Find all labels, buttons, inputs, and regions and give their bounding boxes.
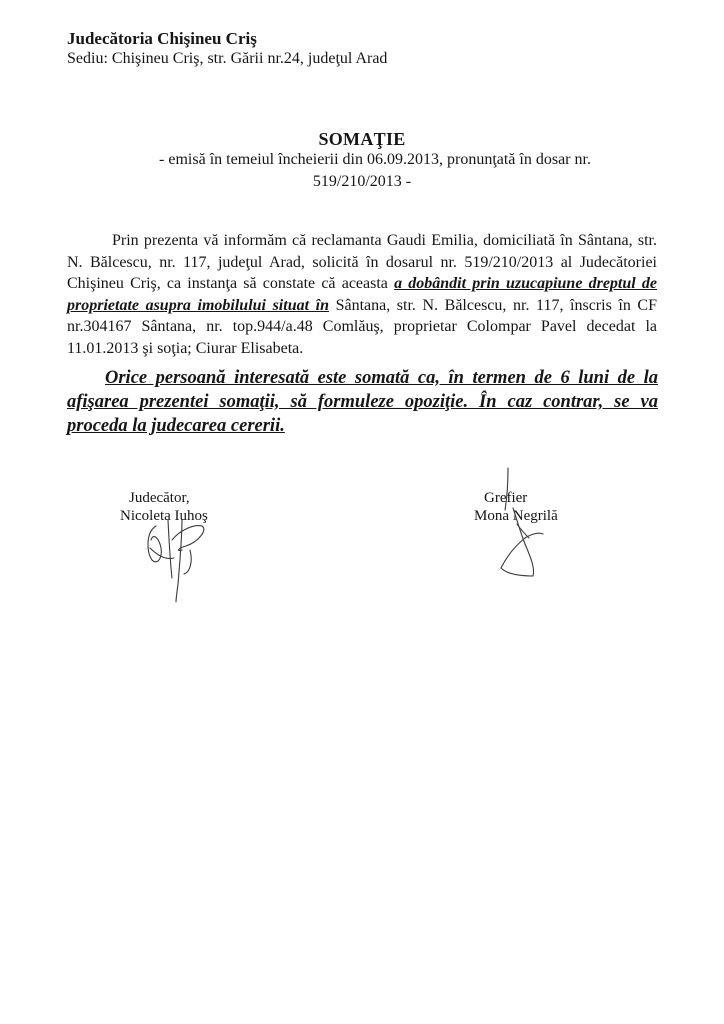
court-address: Sediu: Chişineu Criş, str. Gării nr.24, judeţul Arad [67,50,388,67]
document-title: SOMAŢIE [318,129,406,149]
judge-name: Nicoleta Iuhoş [120,508,208,524]
subtitle-line-2: 519/210/2013 - [312,173,412,190]
opposition-notice: Orice persoană interesată este somată ca, în termen de 6 luni de la afişarea prezentei somaţii, să formuleze opoziţie. În caz contrar, se va proceda la judecarea cererii. [67,368,658,436]
clerk-name: Mona Negrilă [474,508,558,524]
body-text-part-1: Prin prezenta vă informăm că reclamanta Gaudi Emilia, domiciliată în Sântana, str. N. Bălcescu, nr. 117, judeţul Arad, solicită în dosarul nr. 519/210/2013 al Judecătoriei Chişineu Criş, ca instanţa să constate că aceasta [67,232,657,293]
court-name: Judecătoria Chişineu Criş [67,29,257,48]
clerk-title: Grefier [484,490,528,506]
body-emphasis: a dobândit prin uzucapiune dreptul de proprietate asupra imobilului situat în [67,275,658,314]
judge-title: Judecător, [129,490,190,506]
subtitle-line-1: - emisă în temeiul încheierii din 06.09.2013, pronunţată în dosar nr. [159,151,591,168]
body-text-part-2: Sântana, str. N. Bălcescu, nr. 117, înscris în CF nr.304167 Sântana, nr. top.944/a.48 Comlăuş, proprietar Colompar Pavel decedat la 11.01.2013 şi soţia; Ciurar Elisabeta. [67,296,657,357]
judge-signature [138,500,218,604]
clerk-signature [495,464,550,580]
body-paragraph [67,230,657,360]
